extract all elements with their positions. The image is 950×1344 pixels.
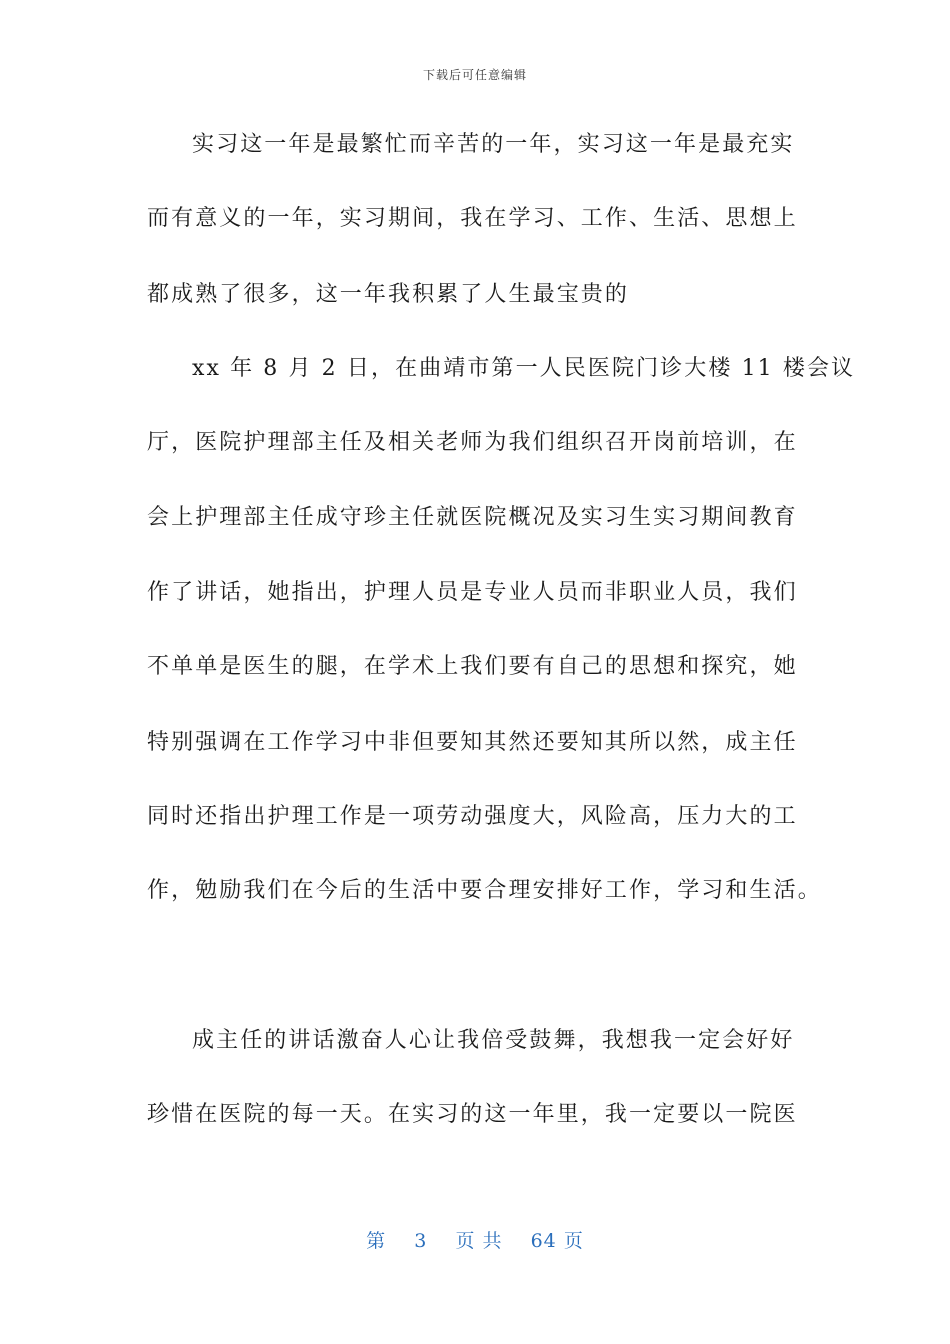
text-line: 厅，医院护理部主任及相关老师为我们组织召开岗前培训，在: [147, 430, 798, 455]
header-note: 下载后可任意编辑: [422, 68, 527, 82]
text-line: 而有意义的一年，实习期间，我在学习、工作、生活、思想上: [147, 206, 798, 231]
text-line: 同时还指出护理工作是一项劳动强度大，风险高，压力大的工: [147, 804, 798, 829]
page-footer: [0, 1226, 950, 1253]
total-pages-number: 64: [530, 1230, 557, 1252]
text-line: 会上护理部主任成守珍主任就医院概况及实习生实习期间教育: [147, 505, 798, 530]
footer-suffix: 页: [563, 1230, 584, 1252]
text-line: xx 年 8 月 2 日，在曲靖市第一人民医院门诊大楼 11 楼会议: [192, 356, 856, 381]
text-line: 不单单是医生的腿，在学术上我们要有自己的思想和探究，她: [147, 654, 798, 679]
current-page-number: 3: [414, 1230, 428, 1252]
text-line: 都成熟了很多，这一年我积累了人生最宝贵的: [147, 282, 630, 307]
text-line: 特别强调在工作学习中非但要知其然还要知其所以然，成主任: [147, 730, 798, 755]
text-line: 珍惜在医院的每一天。在实习的这一年里，我一定要以一院医: [147, 1102, 798, 1127]
text-line: 成主任的讲话激奋人心让我倍受鼓舞，我想我一定会好好: [192, 1028, 795, 1053]
text-line: 实习这一年是最繁忙而辛苦的一年，实习这一年是最充实: [192, 132, 795, 157]
footer-prefix: 第: [366, 1230, 387, 1252]
text-line: 作了讲话，她指出，护理人员是专业人员而非职业人员，我们: [147, 580, 798, 605]
text-line: 作，勉励我们在今后的生活中要合理安排好工作，学习和生活。: [147, 878, 822, 903]
footer-middle: 页 共: [455, 1230, 503, 1252]
